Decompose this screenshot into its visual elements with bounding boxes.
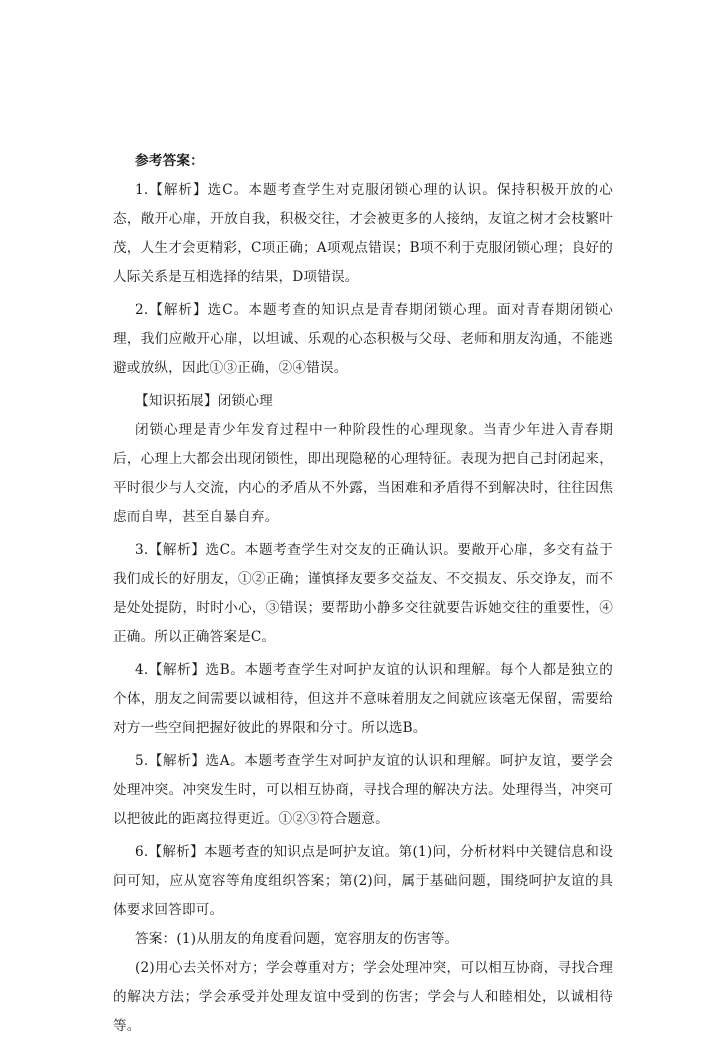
answer-6: 6.【解析】本题考查的知识点是呵护友谊。第(1)问，分析材料中关键信息和设问可知，应从宽容等角度组织答案；第(2)问，属于基础问题，围绕呵护友谊的具体要求回答即可。 bbox=[113, 844, 613, 918]
answer-4: 4.【解析】选B。本题考查学生对呵护友谊的认识和理解。每个人都是独立的个体，朋友之间需要以诚相待，但这并不意味着朋友之间就应该毫无保留，需要给对方一些空间把握好彼此的界限和分寸。所以选B。 bbox=[113, 662, 613, 736]
answer-content bbox=[113, 147, 613, 1041]
knowledge-extension-body: 闭锁心理是青少年发育过程中一种阶段性的心理现象。当青少年进入青春期后，心理上大都会出现闭锁性，即出现隐秘的心理特征。表现为把自己封闭起来，平时很少与人交流，内心的矛盾从不外露，当困难和矛盾得不到解决时，往往因焦虑而自卑，甚至自暴自弃。 bbox=[113, 422, 613, 525]
answer-3: 3.【解析】选C。本题考查学生对交友的正确认识。要敞开心扉，多交有益于我们成长的好朋友，①②正确；谨慎择友要多交益友、不交损友、乐交诤友，而不是处处提防，时时小心，③错误；要帮助小静多交往就要告诉她交往的重要性，④正确。所以正确答案是C。 bbox=[113, 542, 613, 645]
answer-heading: 参考答案： bbox=[135, 153, 204, 169]
knowledge-extension-heading: 【知识拓展】闭锁心理 bbox=[135, 393, 273, 409]
answer-6-part-2: (2)用心去关怀对方；学会尊重对方；学会处理冲突，可以相互协商，寻找合理的解决方法；学会承受并处理友谊中受到的伤害；学会与人和睦相处，以诚相待等。 bbox=[113, 960, 613, 1034]
answer-1: 1.【解析】选C。本题考查学生对克服闭锁心理的认识。保持积极开放的心态，敞开心扉，开放自我，积极交往，才会被更多的人接纳，友谊之树才会枝繁叶茂，人生才会更精彩，C项正确；A项观点错误；B项不利于克服闭锁心理；良好的人际关系是互相选择的结果，D项错误。 bbox=[113, 182, 613, 285]
answer-6-part-1: 答案：(1)从朋友的角度看问题，宽容朋友的伤害等。 bbox=[135, 931, 459, 947]
answer-5: 5.【解析】选A。本题考查学生对呵护友谊的认识和理解。呵护友谊，要学会处理冲突。冲突发生时，可以相互协商，寻找合理的解决方法。处理得当，冲突可以把彼此的距离拉得更近。①②③符合题意。 bbox=[113, 753, 613, 827]
answer-2: 2.【解析】选C。本题考查的知识点是青春期闭锁心理。面对青春期闭锁心理，我们应敞开心扉，以坦诚、乐观的心态积极与父母、老师和朋友沟通，不能逃避或放纵，因此①③正确，②④错误。 bbox=[113, 302, 613, 376]
